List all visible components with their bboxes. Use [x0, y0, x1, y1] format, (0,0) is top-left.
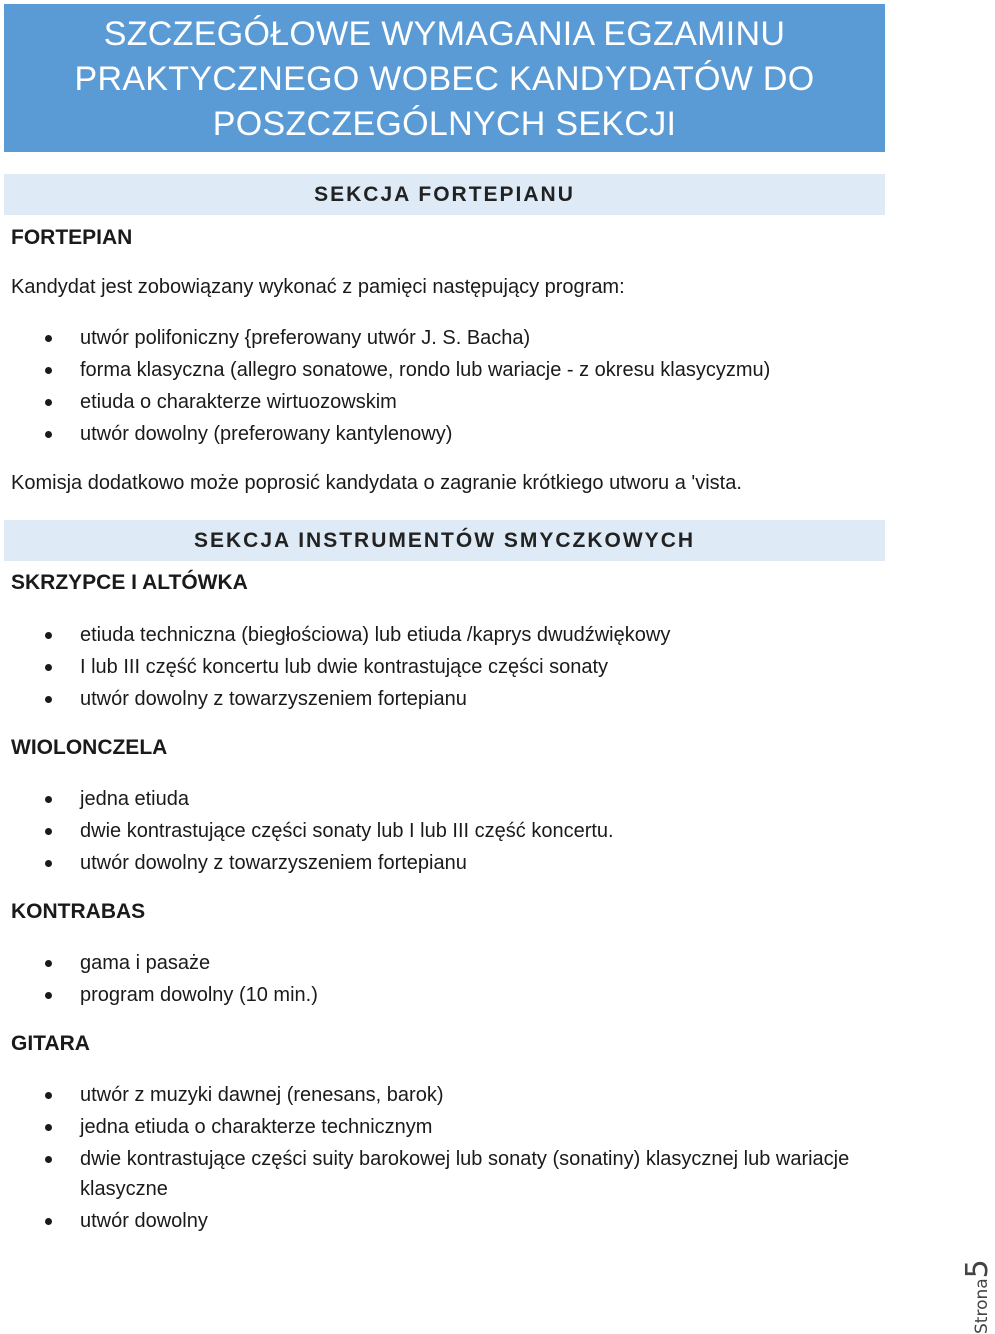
violin-viola-list [0, 619, 900, 715]
page-title-banner [4, 4, 885, 152]
subheading-kontrabas: KONTRABAS [11, 900, 146, 923]
page-number-label [960, 1259, 995, 1334]
cello-list [0, 783, 900, 879]
list-item: utwór polifoniczny {preferowany utwór J. S. Bacha) [0, 322, 900, 354]
list-item: forma klasyczna (allegro sonatowe, rondo lub wariacje - z okresu klasycyzmu) [0, 354, 900, 386]
bullet-icon [45, 696, 52, 703]
list-item: utwór z muzyki dawnej (renesans, barok) [0, 1079, 900, 1111]
bullet-icon [45, 399, 52, 406]
bullet-icon [45, 960, 52, 967]
list-item: jedna etiuda o charakterze technicznym [0, 1111, 900, 1143]
list-item: etiuda o charakterze wirtuozowskim [0, 386, 900, 418]
list-item: gama i pasaże [0, 947, 900, 979]
subheading-wiolonczela: WIOLONCZELA [11, 736, 168, 759]
subheading-skrzypce-altowka: SKRZYPCE I ALTÓWKA [11, 571, 248, 594]
bullet-icon [45, 431, 52, 438]
bullet-icon [45, 992, 52, 999]
subheading-gitara: GITARA [11, 1032, 90, 1055]
list-item: etiuda techniczna (biegłościowa) lub etiuda /kaprys dwudźwiękowy [0, 619, 900, 651]
section-heading-piano: SEKCJA FORTEPIANU [4, 174, 885, 215]
bullet-icon [45, 664, 52, 671]
list-item: jedna etiuda [0, 783, 900, 815]
guitar-list [0, 1079, 900, 1237]
page-title-line-1: SZCZEGÓŁOWE WYMAGANIA EGZAMINU [103, 15, 786, 53]
bullet-icon [45, 367, 52, 374]
bullet-icon [45, 335, 52, 342]
page-number: 5 [960, 1259, 995, 1279]
section-heading-strings: SEKCJA INSTRUMENTÓW SMYCZKOWYCH [4, 520, 885, 561]
bullet-icon [45, 1218, 52, 1225]
page-title-line-2: PRAKTYCZNEGO WOBEC KANDYDATÓW DO [74, 60, 815, 98]
list-item: I lub III część koncertu lub dwie kontrastujące części sonaty [0, 651, 900, 683]
bullet-icon [45, 1092, 52, 1099]
commission-note: Komisja dodatkowo może poprosić kandydata o zagranie krótkiego utworu a 'vista. [11, 472, 742, 494]
bullet-icon [45, 828, 52, 835]
list-item: utwór dowolny z towarzyszeniem fortepianu [0, 847, 900, 879]
bullet-icon [45, 1156, 52, 1163]
list-item: program dowolny (10 min.) [0, 979, 900, 1011]
bullet-icon [45, 1124, 52, 1131]
bullet-icon [45, 796, 52, 803]
list-item: utwór dowolny z towarzyszeniem fortepianu [0, 683, 900, 715]
list-item: dwie kontrastujące części sonaty lub I lub III część koncertu. [0, 815, 900, 847]
list-item: dwie kontrastujące części suity barokowej lub sonaty (sonatiny) klasycznej lub wariacje klasyczne [0, 1143, 880, 1205]
page-label: Strona [972, 1278, 992, 1334]
list-item: utwór dowolny [0, 1205, 900, 1237]
double-bass-list [0, 947, 900, 1011]
page-title-line-3: POSZCZEGÓLNYCH SEKCJI [212, 105, 677, 143]
page-footer [918, 1250, 995, 1334]
bullet-icon [45, 860, 52, 867]
subheading-fortepian: FORTEPIAN [11, 226, 133, 249]
bullet-icon [45, 632, 52, 639]
piano-program-list [0, 322, 900, 450]
list-item: utwór dowolny (preferowany kantylenowy) [0, 418, 900, 450]
intro-text: Kandydat jest zobowiązany wykonać z pamięci następujący program: [11, 276, 625, 298]
